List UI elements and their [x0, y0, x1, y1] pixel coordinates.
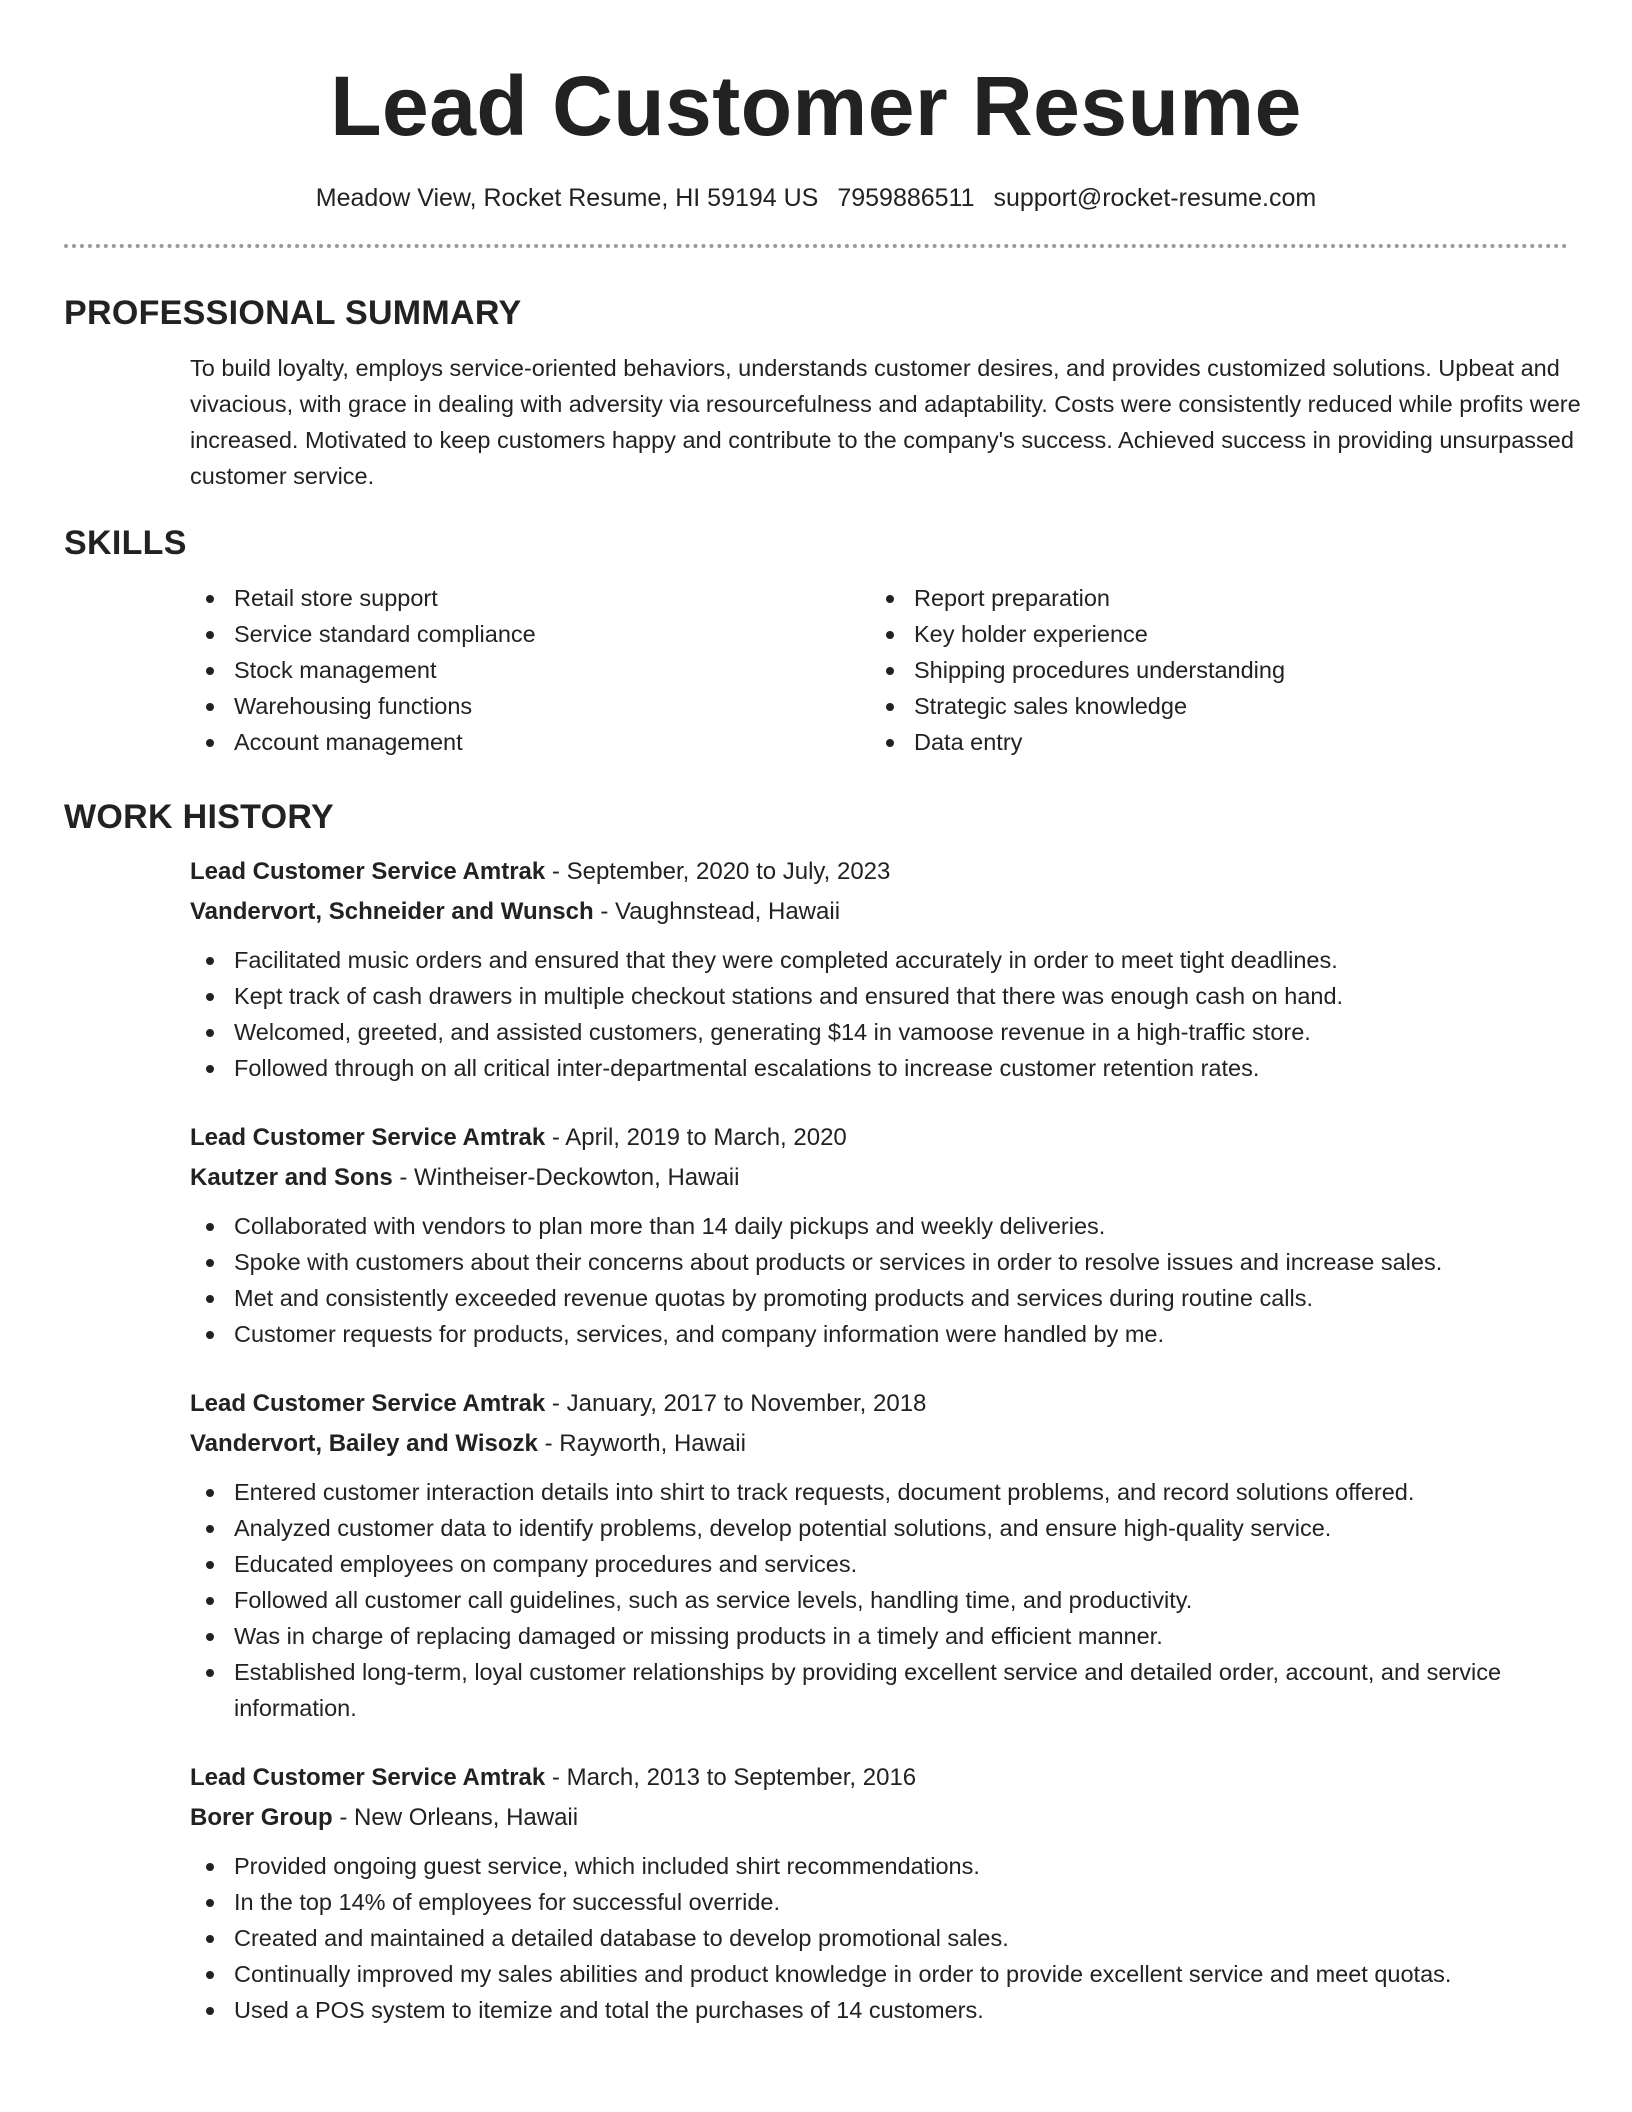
summary-text: To build loyalty, employs service-oriented behaviors, understands customer desires, and provides customized solutions. Upbeat and vivacious, with grace in dealing with adversity via resourcefulness and adaptability. Costs were consistently reduced while profits were increased. Motivated to keep customers happy and contribute to the company's success. Achieved success in providing unsurpassed customer service.	[190, 355, 1581, 489]
skill-item: Stock management	[190, 652, 870, 688]
skills-column-left	[190, 580, 870, 760]
skill-item: Shipping procedures understanding	[870, 652, 1550, 688]
job-bullet: Customer requests for products, services, and company information were handled by me.	[190, 1316, 1610, 1352]
contact-address: Meadow View, Rocket Resume, HI 59194 US	[315, 184, 819, 212]
job-bullet: Welcomed, greeted, and assisted customers, generating $14 in vamoose revenue in a high-traffic store.	[190, 1014, 1610, 1050]
skills-heading: SKILLS	[64, 524, 187, 562]
job-company: Vandervort, Bailey and Wisozk	[190, 1430, 538, 1457]
job-entry	[190, 1384, 1610, 1726]
contact-email: support@rocket-resume.com	[993, 184, 1317, 212]
skills-column-right	[870, 580, 1550, 760]
skill-item: Report preparation	[870, 580, 1550, 616]
skill-item: Key holder experience	[870, 616, 1550, 652]
job-bullet: Followed through on all critical inter-departmental escalations to increase customer retention rates.	[190, 1050, 1610, 1086]
summary-section	[64, 292, 1581, 494]
job-company-line	[190, 1158, 1610, 1198]
skills-section	[64, 522, 1568, 760]
job-bullet: In the top 14% of employees for successful override.	[190, 1884, 1610, 1920]
skill-item: Warehousing functions	[190, 688, 870, 724]
work-history-heading: WORK HISTORY	[64, 798, 334, 836]
job-role: Lead Customer Service Amtrak	[190, 1390, 546, 1417]
job-bullets	[190, 942, 1610, 1086]
work-history-section	[64, 796, 1568, 2028]
job-bullets	[190, 1208, 1610, 1352]
job-bullet: Created and maintained a detailed database to develop promotional sales.	[190, 1920, 1610, 1956]
skills-list-right	[870, 580, 1550, 760]
skill-item: Account management	[190, 724, 870, 760]
job-role: Lead Customer Service Amtrak	[190, 858, 546, 885]
job-location: - Rayworth, Hawaii	[537, 1430, 746, 1457]
job-role: Lead Customer Service Amtrak	[190, 1124, 546, 1151]
job-location: - New Orleans, Hawaii	[332, 1804, 579, 1831]
summary-heading: PROFESSIONAL SUMMARY	[64, 294, 522, 332]
job-bullet: Entered customer interaction details into shirt to track requests, document problems, and record solutions offered.	[190, 1474, 1610, 1510]
job-entry	[190, 852, 1610, 1086]
job-bullet: Kept track of cash drawers in multiple checkout stations and ensured that there was enough cash on hand.	[190, 978, 1610, 1014]
job-company-line	[190, 1798, 1610, 1838]
header-divider	[64, 244, 1568, 248]
skills-list-left	[190, 580, 870, 760]
job-bullet: Spoke with customers about their concerns about products or services in order to resolve issues and increase sales.	[190, 1244, 1610, 1280]
job-bullet: Analyzed customer data to identify problems, develop potential solutions, and ensure high-quality service.	[190, 1510, 1610, 1546]
job-dates: - September, 2020 to July, 2023	[545, 858, 891, 885]
job-title-line	[190, 1384, 1610, 1424]
job-bullet: Continually improved my sales abilities and product knowledge in order to provide excellent service and meet quotas.	[190, 1956, 1610, 1992]
contact-phone: 7959886511	[837, 184, 975, 212]
job-bullet: Educated employees on company procedures and services.	[190, 1546, 1610, 1582]
job-bullet: Was in charge of replacing damaged or missing products in a timely and efficient manner.	[190, 1618, 1610, 1654]
skill-item: Strategic sales knowledge	[870, 688, 1550, 724]
job-dates: - April, 2019 to March, 2020	[545, 1124, 847, 1151]
job-role: Lead Customer Service Amtrak	[190, 1764, 546, 1791]
job-dates: - March, 2013 to September, 2016	[545, 1764, 917, 1791]
job-bullets	[190, 1848, 1610, 2028]
skill-item: Data entry	[870, 724, 1550, 760]
job-entry	[190, 1118, 1610, 1352]
job-bullet: Established long-term, loyal customer relationships by providing excellent service and detailed order, account, and service information.	[190, 1654, 1610, 1726]
job-title-line	[190, 1758, 1610, 1798]
job-location: - Vaughnstead, Hawaii	[593, 898, 841, 925]
resume-name: Lead Customer Resume	[330, 59, 1302, 153]
skill-item: Service standard compliance	[190, 616, 870, 652]
job-company: Borer Group	[190, 1804, 333, 1831]
job-dates: - January, 2017 to November, 2018	[545, 1390, 927, 1417]
job-company-line	[190, 892, 1610, 932]
job-company: Vandervort, Schneider and Wunsch	[190, 898, 594, 925]
job-bullet: Met and consistently exceeded revenue quotas by promoting products and services during routine calls.	[190, 1280, 1610, 1316]
job-bullet: Facilitated music orders and ensured that they were completed accurately in order to meet tight deadlines.	[190, 942, 1610, 978]
job-company-line	[190, 1424, 1610, 1464]
job-location: - Wintheiser-Deckowton, Hawaii	[392, 1164, 740, 1191]
job-entry	[190, 1758, 1610, 2028]
contact-line	[64, 182, 1568, 214]
job-bullet: Used a POS system to itemize and total the purchases of 14 customers.	[190, 1992, 1610, 2028]
job-bullet: Followed all customer call guidelines, such as service levels, handling time, and productivity.	[190, 1582, 1610, 1618]
job-bullet: Provided ongoing guest service, which included shirt recommendations.	[190, 1848, 1610, 1884]
skills-columns	[190, 580, 1568, 760]
job-title-line	[190, 1118, 1610, 1158]
job-bullets	[190, 1474, 1610, 1726]
job-bullet: Collaborated with vendors to plan more than 14 daily pickups and weekly deliveries.	[190, 1208, 1610, 1244]
job-company: Kautzer and Sons	[190, 1164, 393, 1191]
skill-item: Retail store support	[190, 580, 870, 616]
job-title-line	[190, 852, 1610, 892]
job-list	[190, 852, 1610, 2028]
